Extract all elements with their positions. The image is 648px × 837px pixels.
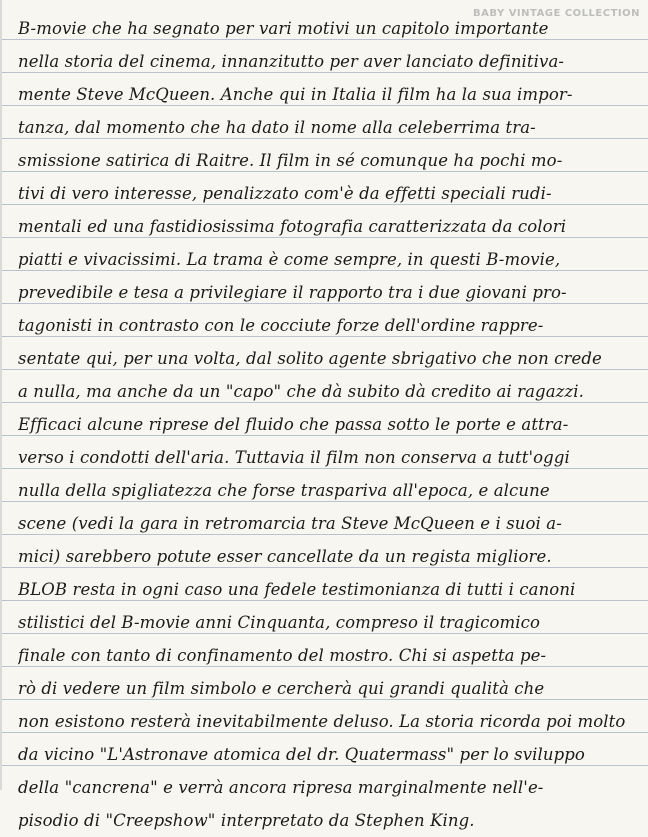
text-line: sentate qui, per una volta, dal solito agente sbrigativo che non crede	[18, 349, 602, 368]
text-line: BLOB resta in ogni caso una fedele testimonianza di tutti i canoni	[18, 580, 576, 599]
text-line: stilistici del B-movie anni Cinquanta, compreso il tragicomico	[18, 613, 541, 632]
text-line: pisodio di "Creepshow" interpretato da Stephen King.	[18, 811, 475, 830]
text-line: mente Steve McQueen. Anche qui in Italia il film ha la sua impor-	[18, 85, 573, 104]
text-line: scene (vedi la gara in retromarcia tra Steve McQueen e i suoi a-	[18, 514, 562, 533]
text-line: tivi di vero interesse, penalizzato com'è da effetti speciali rudi-	[18, 184, 552, 203]
handwritten-review-text	[18, 12, 640, 837]
text-line: mici) sarebbero potute esser cancellate da un regista migliore.	[18, 547, 552, 566]
text-line: della "cancrena" e verrà ancora ripresa marginalmente nell'e-	[18, 778, 544, 797]
text-line: B-movie che ha segnato per vari motivi un capitolo importante	[18, 19, 549, 38]
text-line: da vicino "L'Astronave atomica del dr. Quatermass" per lo sviluppo	[18, 745, 585, 764]
text-line: nulla della spigliatezza che forse traspariva all'epoca, e alcune	[18, 481, 550, 500]
text-line: verso i condotti dell'aria. Tuttavia il film non conserva a tutt'oggi	[18, 448, 570, 467]
text-line: prevedibile e tesa a privilegiare il rapporto tra i due giovani pro-	[18, 283, 567, 302]
text-line: Efficaci alcune riprese del fluido che passa sotto le porte e attra-	[18, 415, 569, 434]
text-line: smissione satirica di Raitre. Il film in sé comunque ha pochi mo-	[18, 151, 563, 170]
text-line: piatti e vivacissimi. La trama è come sempre, in questi B-movie,	[18, 250, 561, 269]
watermark: BABY VINTAGE COLLECTION	[473, 8, 640, 19]
text-line: finale con tanto di confinamento del mostro. Chi si aspetta pe-	[18, 646, 547, 665]
text-line: tanza, dal momento che ha dato il nome alla celeberrima tra-	[18, 118, 536, 137]
text-line: rò di vedere un film simbolo e cercherà qui grandi qualità che	[18, 679, 545, 698]
text-line: tagonisti in contrasto con le cocciute forze dell'ordine rappre-	[18, 316, 544, 335]
text-line: non esistono resterà inevitabilmente deluso. La storia ricorda poi molto	[18, 712, 626, 731]
page-edge-line	[0, 0, 2, 790]
text-line: mentali ed una fastidiosissima fotografia caratterizzata da colori	[18, 217, 567, 236]
text-line: nella storia del cinema, innanzitutto per aver lanciato definitiva-	[18, 52, 565, 71]
text-line: a nulla, ma anche da un "capo" che dà subito dà credito ai ragazzi.	[18, 382, 584, 401]
